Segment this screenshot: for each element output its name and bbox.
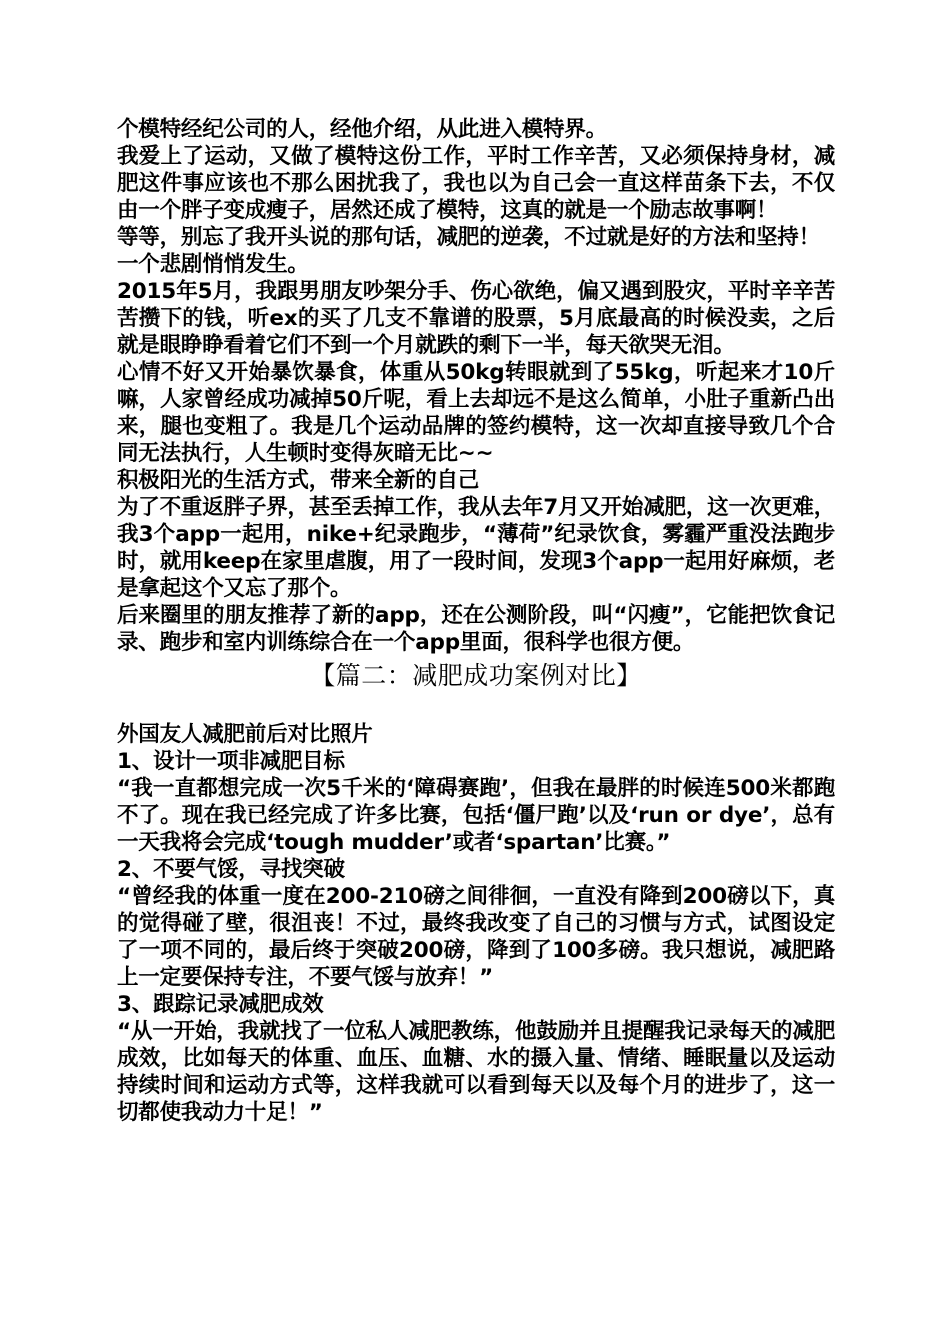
subheading: 积极阳光的生活方式，带来全新的自己 [117, 468, 480, 493]
subheading: 外国友人减肥前后对比照片 [117, 722, 373, 747]
paragraph: 一个悲剧悄悄发生。 [117, 252, 309, 277]
list-heading: 3、跟踪记录减肥成效 [117, 992, 324, 1017]
paragraph: 为了不重返胖子界，甚至丢掉工作，我从去年7月又开始减肥，这一次更难，我3个app一起用，nike+纪录跑步，“薄荷”纪录饮食，雾霾严重没法跑步时，就用keep在家里虐腹，用了一段时间，发现3个app一起用好麻烦，老是拿起这个又忘了那个。 [117, 495, 835, 601]
paragraph: 等等，别忘了我开头说的那句话，减肥的逆袭，不过就是好的方法和坚持！ [117, 225, 820, 250]
quote-paragraph: “曾经我的体重一度在200-210磅之间徘徊，一直没有降到200磅以下，真的觉得碰了壁，很沮丧！不过，最终我改变了自己的习惯与方式，试图设定了一项不同的，最后终于突破200磅，降到了100多磅。我只想说，减肥路上一定要保持专注，不要气馁与放弃！” [117, 884, 835, 990]
list-heading: 1、设计一项非减肥目标 [117, 749, 345, 774]
document-page [117, 116, 835, 1126]
paragraph: 2015年5月，我跟男朋友吵架分手、伤心欲绝，偏又遇到股灾，平时辛辛苦苦攒下的钱，听ex的买了几支不靠谱的股票，5月底最高的时候没卖，之后就是眼睁睁看着它们不到一个月就跌的剩下一半，每天欲哭无泪。 [117, 279, 835, 358]
quote-paragraph: “从一开始，我就找了一位私人减肥教练，他鼓励并且提醒我记录每天的减肥成效，比如每天的体重、血压、血糖、水的摄入量、情绪、睡眠量以及运动持续时间和运动方式等，这样我就可以看到每天以及每个月的进步了，这一切都使我动力十足！” [117, 1019, 835, 1125]
paragraph: 后来圈里的朋友推荐了新的app，还在公测阶段，叫“闪瘦”，它能把饮食记录、跑步和室内训练综合在一个app里面，很科学也很方便。 [117, 603, 835, 655]
section-spacer [117, 693, 835, 721]
quote-paragraph: “我一直都想完成一次5千米的‘障碍赛跑’，但我在最胖的时候连500米都跑不了。现在我已经完成了许多比赛，包括‘僵尸跑’以及‘run or dye’，总有一天我将会完成‘tough mudder’或者‘spartan’比赛。” [117, 776, 835, 855]
paragraph: 心情不好又开始暴饮暴食，体重从50kg转眼就到了55kg，听起来才10斤嘛，人家曾经成功减掉50斤呢，看上去却远不是这么简单，小肚子重新凸出来，腿也变粗了。我是几个运动品牌的签约模特，这一次却直接导致几个合同无法执行，人生顿时变得灰暗无比~~ [117, 360, 835, 466]
section-title: 【篇二：减肥成功案例对比】 [310, 661, 642, 690]
paragraph: 个模特经纪公司的人，经他介绍，从此进入模特界。 [117, 117, 607, 142]
list-heading: 2、不要气馁，寻找突破 [117, 857, 345, 882]
paragraph: 我爱上了运动，又做了模特这份工作，平时工作辛苦，又必须保持身材，减肥这件事应该也不那么困扰我了，我也以为自己会一直这样苗条下去，不仅由一个胖子变成瘦子，居然还成了模特，这真的就是一个励志故事啊！ [117, 144, 835, 223]
